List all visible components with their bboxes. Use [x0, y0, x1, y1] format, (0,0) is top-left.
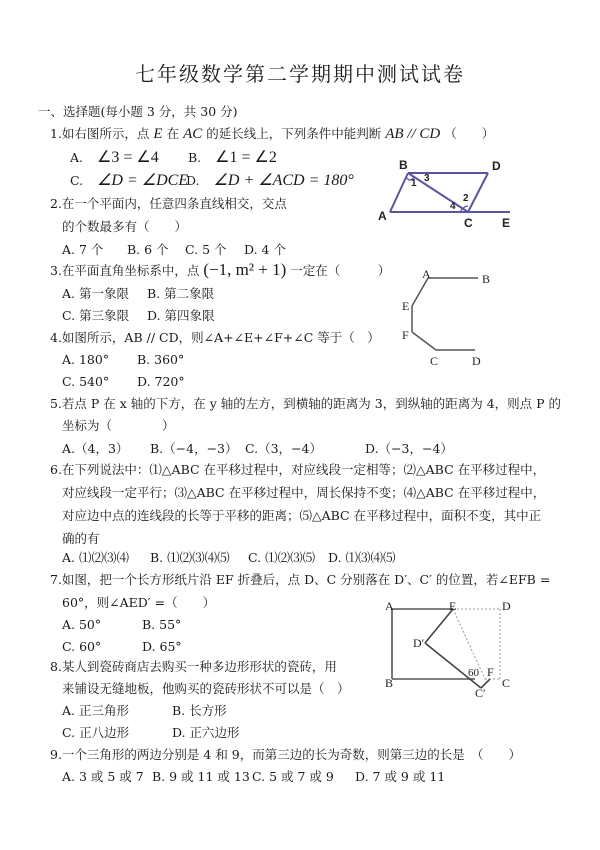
fig2-label-f: F — [402, 328, 409, 342]
q1-answer-blank: （ ） — [444, 126, 495, 141]
fig1-angle-4: 4 — [450, 201, 456, 212]
q2-option-c: C. 5 个 — [185, 242, 227, 257]
q3-option-c: C. 第三象限 — [62, 308, 130, 323]
q5-option-c: C.（3，−4） — [245, 441, 322, 456]
fig3-label-b: B — [385, 676, 394, 690]
fig1-label-d: D — [492, 159, 501, 173]
question-5-line-2: 坐标为（ ） — [62, 418, 175, 433]
q1-option-b — [188, 150, 277, 166]
question-9-stem: 9.一个三角形的两边分别是 4 和 9，而第三边的长为奇数，则第三边的长是 （ ） — [50, 747, 522, 762]
question-7-line-2: 60°，则∠AED′ =（ ） — [62, 595, 216, 610]
q7-option-d: D. 65° — [142, 639, 182, 654]
q9-option-d: D. 7 或 9 或 11 — [355, 769, 446, 784]
fig3-label-f: F — [487, 665, 494, 679]
fig2-label-c: C — [430, 354, 439, 367]
q6-option-d: D. ⑴⑶⑷⑸ — [328, 550, 396, 565]
q4-option-d: D. 720° — [137, 374, 185, 389]
q1-option-a-value: ∠3 = ∠4 — [97, 149, 159, 166]
q7-option-a: A. 50° — [62, 617, 102, 632]
q1-option-d — [186, 173, 354, 189]
question-7-line-1: 7.如图，把一个长方形纸片沿 EF 折叠后，点 D、C 分别落在 D′、C′ 的位置，若∠EFB = — [50, 572, 551, 587]
q1-text-b: 在 — [166, 126, 180, 141]
question-6-line-3: 对应边中点的连线段的长等于平移的距离；⑸△ABC 在平移过程中，面积不变，其中正 — [62, 508, 542, 523]
fig3-label-c: C — [502, 676, 511, 690]
q1-option-d-value: ∠D + ∠ACD = 180° — [213, 172, 354, 189]
fig3-label-e: E — [449, 599, 457, 613]
fig3-label-d: D — [502, 599, 511, 613]
q4-option-b: B. 360° — [137, 352, 185, 367]
fig1-label-c: C — [464, 216, 473, 230]
fig1-label-e: E — [502, 216, 511, 230]
q8-option-c: C. 正八边形 — [62, 725, 130, 740]
fig2-label-d: D — [472, 354, 481, 367]
fig2-label-b: B — [482, 272, 491, 286]
q1-var-ac: AC — [183, 126, 203, 142]
fig2-label-a: A — [422, 267, 431, 281]
q7-option-b: B. 55° — [142, 617, 182, 632]
q1-option-c-value: ∠D = ∠DCE — [97, 172, 189, 189]
question-1-stem — [50, 126, 494, 142]
fig2-label-e: E — [402, 299, 410, 313]
q8-option-a: A. 正三角形 — [62, 703, 129, 718]
q5-option-a: A.（4，3） — [62, 441, 129, 456]
question-8-line-2: 来铺设无缝地板，他购买的瓷砖形状不可以是（ ） — [62, 681, 350, 696]
q5-option-d: D.（−3，−4） — [365, 441, 453, 456]
q1-text-a: 1.如右图所示，点 — [50, 126, 150, 141]
section-heading: 一、选择题(每小题 3 分，共 30 分) — [38, 104, 238, 119]
q1-option-c — [70, 173, 188, 189]
q1-option-b-label: B. — [188, 150, 202, 165]
figure-parallelogram-abdc — [370, 155, 520, 235]
q6-option-b: B. ⑴⑵⑶⑷⑸ — [150, 550, 230, 565]
q1-text-c: 的延长线上，下列条件中能判断 — [206, 126, 382, 141]
q3-text-a: 3.在平面直角坐标系中，点 — [50, 263, 200, 278]
question-6-line-4: 确的有 — [62, 531, 100, 546]
question-4-stem: 4.如图所示，AB // CD，则∠A+∠E+∠F+∠C 等于（ ） — [50, 330, 380, 345]
fig1-angle-1: 1 — [411, 178, 417, 189]
q1-option-a — [70, 150, 159, 166]
fig1-angle-3: 3 — [424, 173, 430, 184]
question-2-line-1: 2.在一个平面内，任意四条直线相交，交点 — [50, 196, 287, 211]
question-3-stem — [50, 262, 390, 279]
q3-option-d: D. 第四象限 — [147, 308, 215, 323]
q9-option-b: B. 9 或 11 或 13 — [152, 769, 250, 784]
q8-option-b: B. 长方形 — [172, 703, 227, 718]
question-5-line-1: 5.若点 P 在 x 轴的下方，在 y 轴的左方，到横轴的距离为 3，到纵轴的距离为 4，则点 P 的 — [50, 396, 562, 411]
figure-folded-rectangle — [375, 595, 520, 700]
q3-text-b: 一定在（ ） — [290, 263, 391, 278]
q3-option-a: A. 第一象限 — [62, 286, 129, 301]
q1-option-b-value: ∠1 = ∠2 — [215, 149, 277, 166]
fig3-label-d-prime: D′ — [413, 636, 425, 650]
q6-option-a: A. ⑴⑵⑶⑷ — [62, 550, 129, 565]
fig1-label-a: A — [378, 209, 387, 223]
q7-option-c: C. 60° — [62, 639, 102, 654]
q3-point: (−1, m² + 1) — [203, 260, 287, 279]
q2-option-a: A. 7 个 — [62, 242, 104, 257]
fig3-label-a: A — [385, 599, 394, 613]
q5-option-b: B.（−4，−3） — [150, 441, 238, 456]
question-6-line-2: 对应线段一定平行；⑶△ABC 在平移过程中，周长保持不变；⑷△ABC 在平移过程中， — [62, 485, 546, 500]
q1-option-c-label: C. — [70, 173, 84, 188]
question-6-line-1: 6.在下列说法中：⑴△ABC 在平移过程中，对应线段一定相等；⑵△ABC 在平移过程中， — [50, 462, 546, 477]
q1-var-e: E — [153, 126, 163, 142]
q1-option-a-label: A. — [70, 150, 84, 165]
q1-option-d-label: D. — [186, 173, 200, 188]
fig1-label-b: B — [399, 158, 408, 172]
question-8-line-1: 8.某人到瓷砖商店去购买一种多边形形状的瓷砖，用 — [50, 659, 337, 674]
q9-option-c: C. 5 或 7 或 9 — [252, 769, 334, 784]
question-2-line-2: 的个数最多有（ ） — [62, 219, 188, 234]
fig3-angle-60: 60 — [468, 667, 479, 679]
fig3-label-c-prime: C′ — [475, 686, 486, 700]
q8-option-d: D. 正六边形 — [172, 725, 240, 740]
paper-title: 七年级数学第二学期期中测试试卷 — [135, 62, 465, 86]
q6-option-c: C. ⑴⑵⑶⑸ — [248, 550, 316, 565]
q2-option-d: D. 4 个 — [244, 242, 286, 257]
fig1-angle-2: 2 — [463, 193, 469, 204]
q3-option-b: B. 第二象限 — [147, 286, 215, 301]
q9-option-a: A. 3 或 5 或 7 — [62, 769, 144, 784]
q1-var-ab-cd: AB // CD — [385, 126, 441, 142]
q4-option-a: A. 180° — [62, 352, 110, 367]
figure-polyline-abefcd — [390, 262, 500, 367]
q4-option-c: C. 540° — [62, 374, 110, 389]
q2-option-b: B. 6 个 — [127, 242, 169, 257]
